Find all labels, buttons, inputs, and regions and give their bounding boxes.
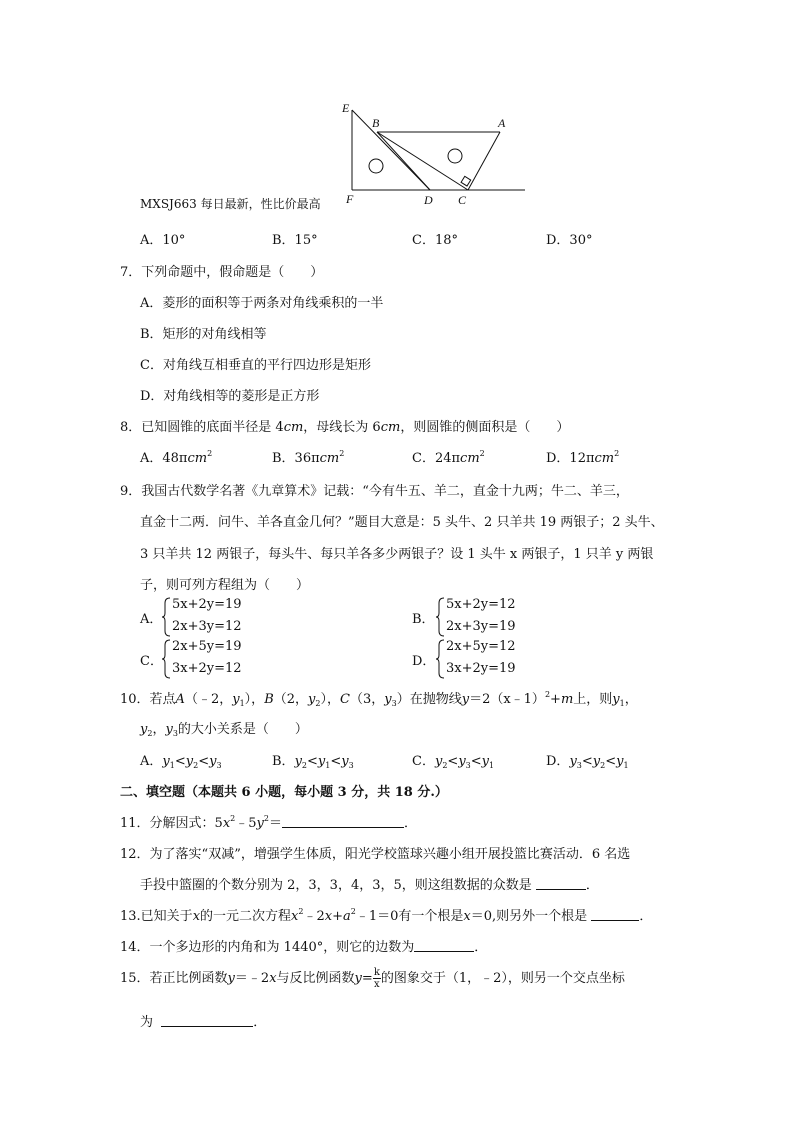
watermark-text: MXSJ663 每日最新，性比价最高 xyxy=(140,197,321,211)
label-F: F xyxy=(346,192,354,206)
label-A: A xyxy=(498,116,506,130)
q10-line-1: 10．若点A（﹣2，$y_1$），B（2，$y_2$），C（3，$y_3$）在抛物线y＝2（x﹣1）$^2$+m上，则$y_1$， xyxy=(120,690,638,708)
segment-AC xyxy=(468,132,500,190)
q8-unit-1: cm xyxy=(283,420,304,435)
q7-option-b: B．矩形的对角线相等 xyxy=(140,327,267,342)
q15-line-1: 15．若正比例函数y＝﹣2x与反比例函数y= $\frac{k}{x}$ 的图象交于（1，﹣2），则另一个交点坐标 xyxy=(120,967,625,990)
q9-line-3: 3 只羊共 12 两银子，每头牛、每只羊各多少两银子？设 1 头牛 x 两银子，1 只羊 y 两银 xyxy=(140,547,654,562)
q8-option-a: A．48πcm$^2$ xyxy=(140,449,213,466)
q11-answer-blank[interactable] xyxy=(282,816,404,828)
q14: 14．一个多边形的内角和为 1440°，则它的边数为 ． xyxy=(120,940,488,955)
q7-stem: 7．下列命题中，假命题是（ ） xyxy=(120,265,324,280)
q9-option-a-label: A． xyxy=(140,612,163,627)
q8-text-3: ，则圆锥的侧面积是（ ） xyxy=(400,420,570,435)
q6-option-c: C．18° xyxy=(412,233,458,248)
q13: 13.已知关于x的一元二次方程$x^2﹣2x+a^2﹣1=0$有一个根是x＝0,则另外一个根是 ． xyxy=(120,907,653,924)
q15-line-2: 为 ． xyxy=(140,1015,267,1030)
label-E: E xyxy=(342,101,350,115)
circle-left xyxy=(369,159,383,173)
q9-option-b-label: B． xyxy=(412,612,435,627)
q8-option-b: B．36πcm$^2$ xyxy=(272,449,345,466)
q12-line-2: 手投中篮圈的个数分别为 2，3，3，4，3，5，则这组数据的众数是 ． xyxy=(140,878,599,893)
q12-answer-blank[interactable] xyxy=(536,878,586,890)
label-D: D xyxy=(424,193,433,207)
q8-stem xyxy=(120,416,569,435)
circle-right xyxy=(448,149,462,163)
q10-option-c: C．$y_2<y_3<y_1$ xyxy=(412,754,495,770)
q15-fraction: $\frac{k}{x}$ xyxy=(373,967,380,990)
q10-line-2: $y_2$，$y_3$的大小关系是（ ） xyxy=(140,722,308,738)
q9-line-2: 直金十二两．问牛、羊各直金几何？”题目大意是：5 头牛、2 只羊共 19 两银子；2 头牛、 xyxy=(140,515,664,530)
q15-answer-blank[interactable] xyxy=(161,1015,253,1027)
q6-option-a: A．10° xyxy=(140,233,186,248)
q10-option-d: D．$y_3<y_2<y_1$ xyxy=(546,754,629,770)
q6-option-d: D．30° xyxy=(546,233,593,248)
q8-unit-2: cm xyxy=(380,420,401,435)
geometry-figure xyxy=(330,96,540,211)
q9-line-1: 9．我国古代数学名著《九章算术》记载：“今有牛五、羊二，直金十九两；牛二、羊三， xyxy=(120,484,629,499)
label-C: C xyxy=(458,193,467,207)
q8-text-1: 8．已知圆锥的底面半径是 4 xyxy=(120,420,284,435)
q8-text-2: ，母线长为 6 xyxy=(303,420,381,435)
section-2-title: 二、填空题（本题共 6 小题，每小题 3 分，共 18 分.） xyxy=(120,785,448,800)
q10-option-a: A．$y_1<y_2<y_3$ xyxy=(140,754,222,770)
segment-ED xyxy=(352,110,430,190)
q9-option-c-label: C． xyxy=(140,654,163,669)
label-B: B xyxy=(372,116,380,130)
q8-option-d: D．12πcm$^2$ xyxy=(546,449,620,466)
q7-option-a: A．菱形的面积等于两条对角线乘积的一半 xyxy=(140,296,384,311)
q9-line-4: 子，则可列方程组为（ ） xyxy=(140,578,310,593)
q14-answer-blank[interactable] xyxy=(414,940,474,952)
q7-option-c: C．对角线互相垂直的平行四边形是矩形 xyxy=(140,358,371,373)
q13-answer-blank[interactable] xyxy=(591,909,639,921)
q12-line-1: 12．为了落实“双减”，增强学生体质，阳光学校篮球兴趣小组开展投篮比赛活动．6 名选 xyxy=(120,847,631,862)
right-angle-mark xyxy=(461,176,471,186)
q10-option-b: B．$y_2<y_1<y_3$ xyxy=(272,754,354,770)
q11: 11．分解因式：$5x^2﹣5y^2=$ ． xyxy=(120,814,418,831)
q7-option-d: D．对角线相等的菱形是正方形 xyxy=(140,389,320,404)
q8-option-c: C．24πcm$^2$ xyxy=(412,449,485,466)
q9-option-d-label: D． xyxy=(412,654,436,669)
q6-option-b: B．15° xyxy=(272,233,318,248)
